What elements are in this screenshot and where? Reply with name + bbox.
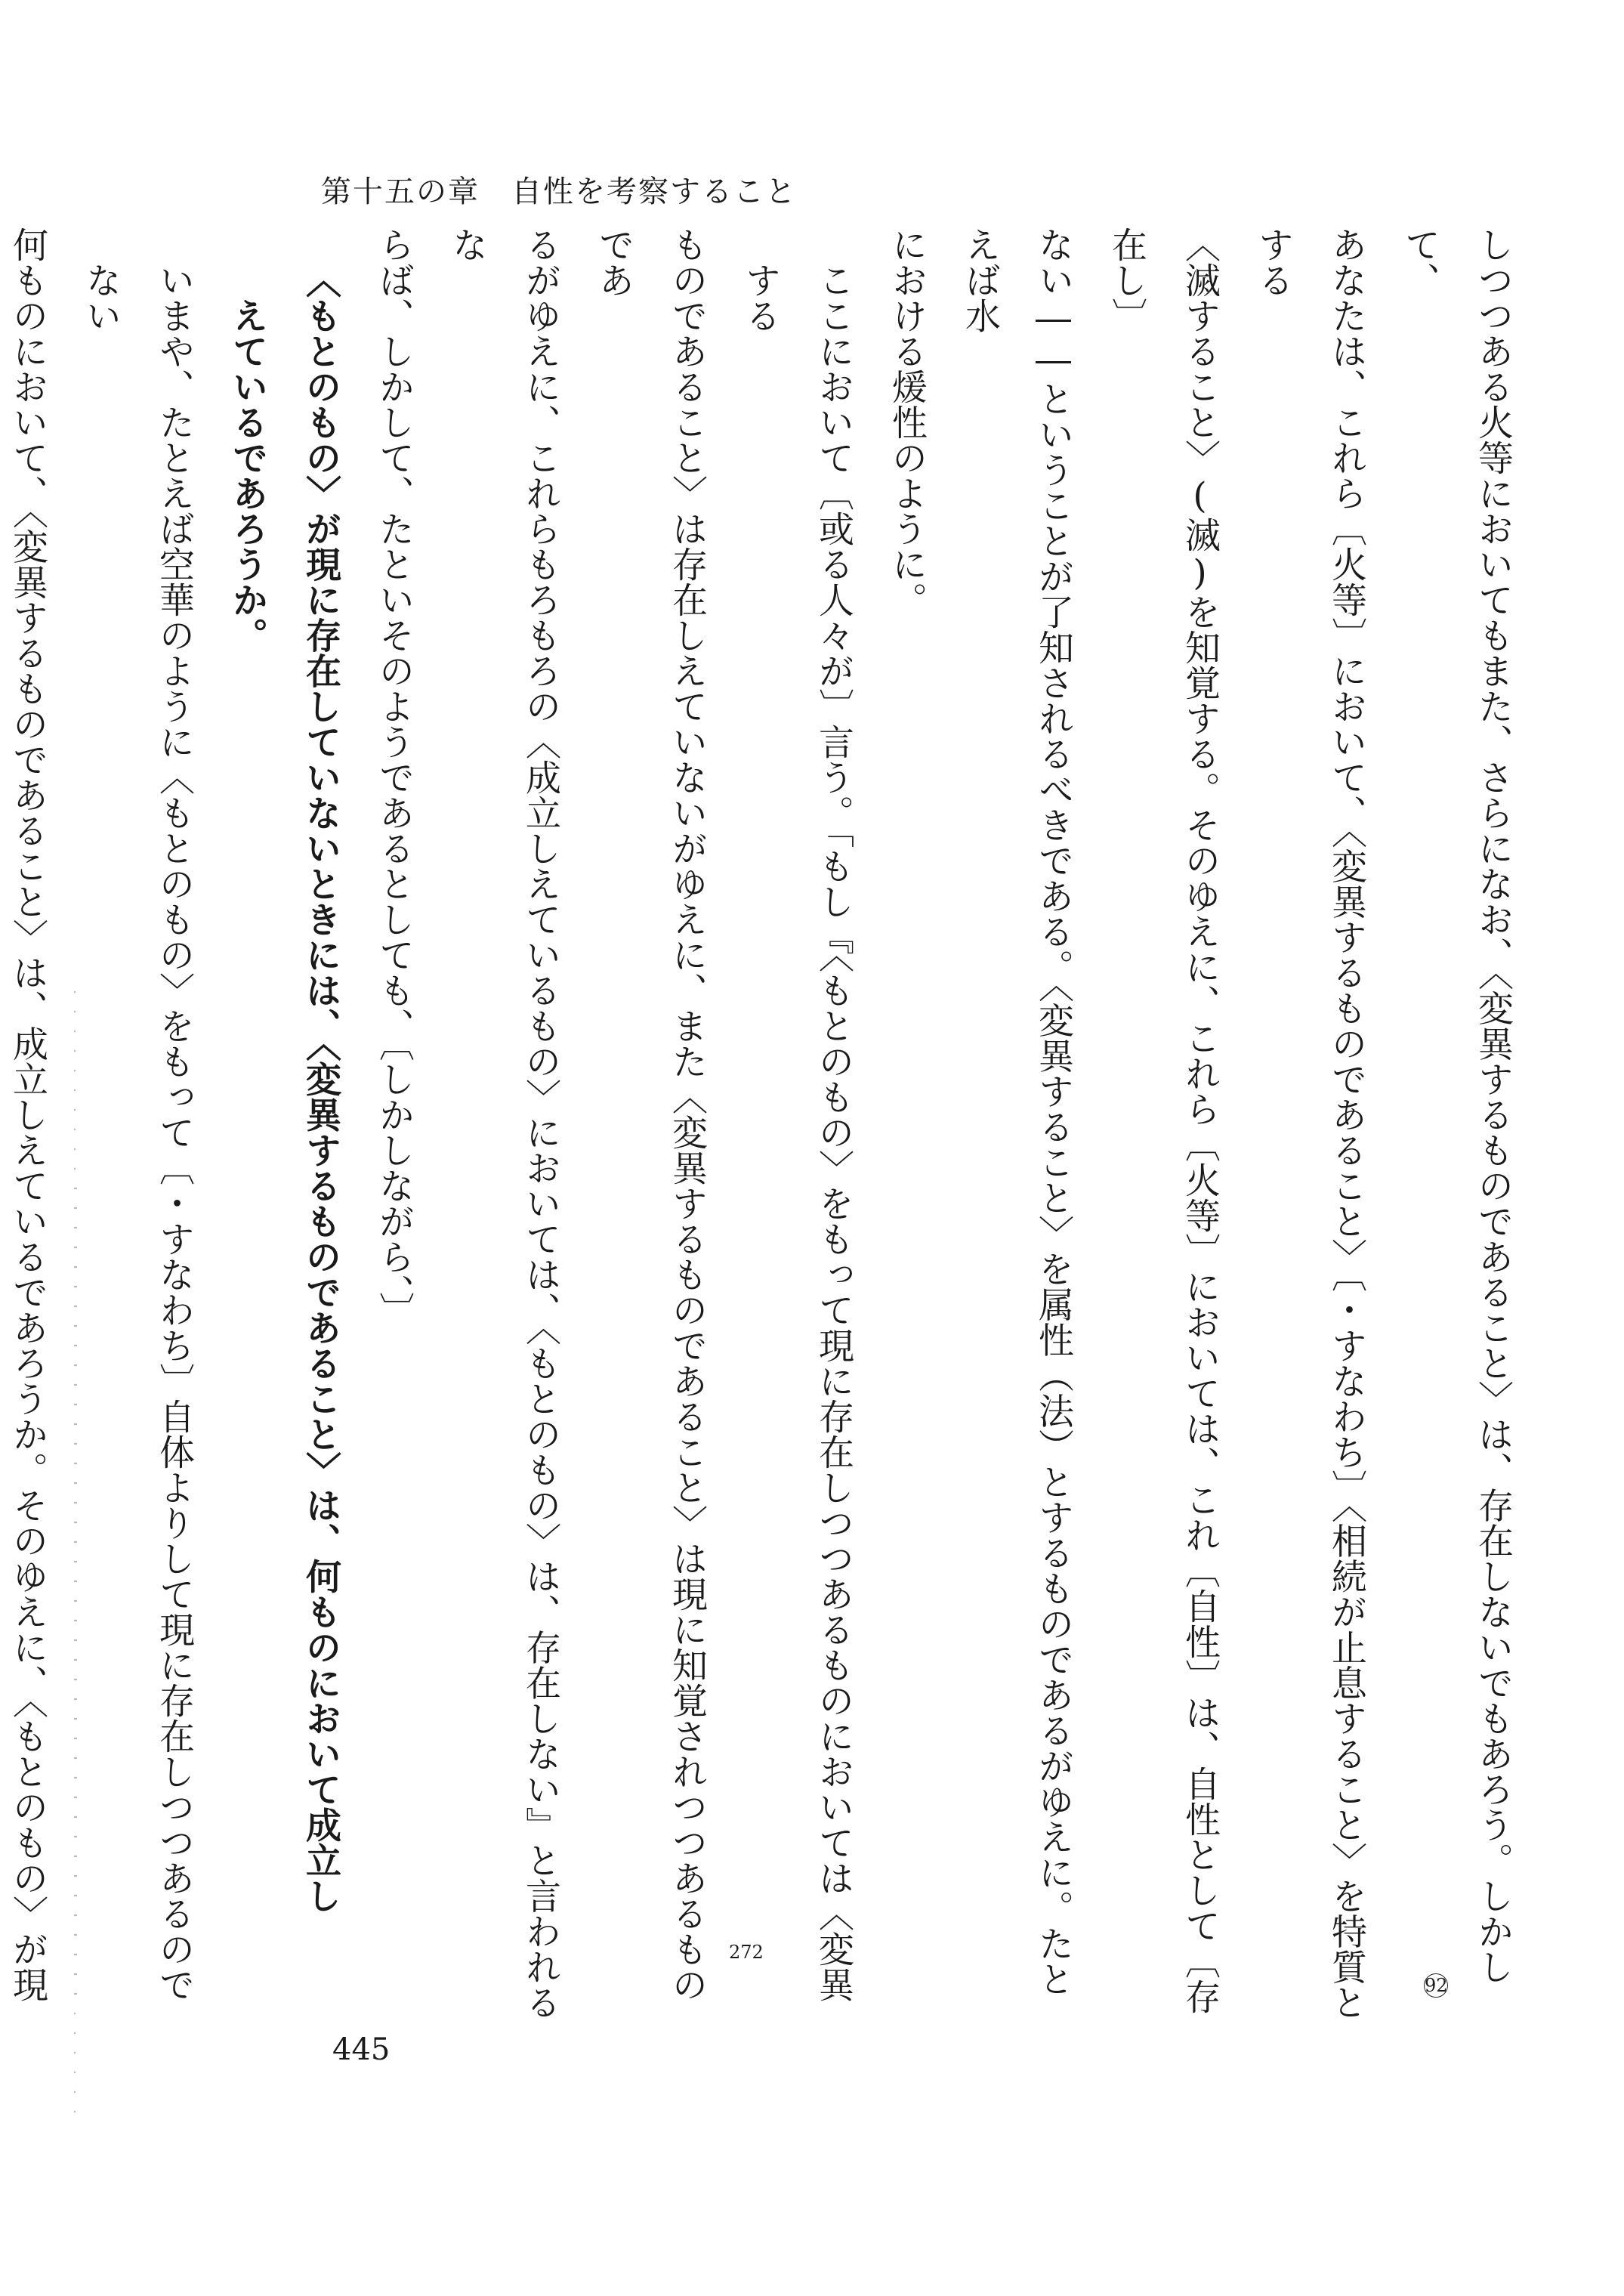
body-line: いまや、たとえば空華のように〈もとのもの〉をもって〔・すなわち〕自体よりして現に存在しつつあるのでない (80, 262, 195, 2002)
body-line: あなたは、これら〔火等〕において、〈変異するものであること〉〔・すなわち〕〈相続が止息すること〉を特質とする (1252, 227, 1367, 2020)
page-number: 445 (332, 2032, 391, 2067)
sub-page-number: 272 (729, 1942, 764, 1963)
verse-line: えているであろうか。 (227, 298, 268, 653)
body-line: らば、しかして、たといそのようであるとしても、〔しかしながら、〕 (373, 227, 415, 1327)
body-line: ものであること〉は存在しえていないがゆえに、また〈変異するものであること〉は現に知覚されつつあるものであ (593, 227, 708, 2002)
body-line: 〈滅すること〉(滅)を知覚する。そのゆえに、これら〔火等〕においては、これ〔自性〕は、自性として〔存在し〕 (1106, 227, 1221, 2014)
scan-artifact (76, 1179, 77, 2010)
body-text (7, 227, 1530, 2025)
body-line: ここにおいて〔或る人々が〕言う。「もし『〈もとのもの〉をもって現に存在しつつあるものにおいては〈変異する (739, 262, 854, 2002)
body-line: ない――ということが了知されるべきである。〈変異すること〉を属性（法）とするものであるがゆえに。たとえば水 (959, 227, 1074, 1997)
chapter-header: 第十五の章 自性を考察すること (321, 175, 797, 209)
body-line: における煖性のように。 (886, 227, 928, 617)
margin-note-circle: 92 (1425, 1975, 1448, 1996)
body-line: 何ものにおいて、〈変異するものであること〉は、成立しえているであろうか。そのゆえに、〈もとのもの〉が現 (7, 227, 48, 2002)
verse-line: 〈もとのもの〉が現に存在していないときには、〈変異するものであること〉は、何ものにおいて成立し (300, 262, 341, 1914)
body-line: しつつある火等においてもまた、さらになお、〈変異するものであること〉は、存在しないでもあろう。しかして、 (1399, 227, 1514, 1985)
body-line: るがゆえに、これらもろもろの〈成立しえているもの〉においては、〈もとのもの〉は、存在しない』と言われるな (446, 227, 561, 2020)
